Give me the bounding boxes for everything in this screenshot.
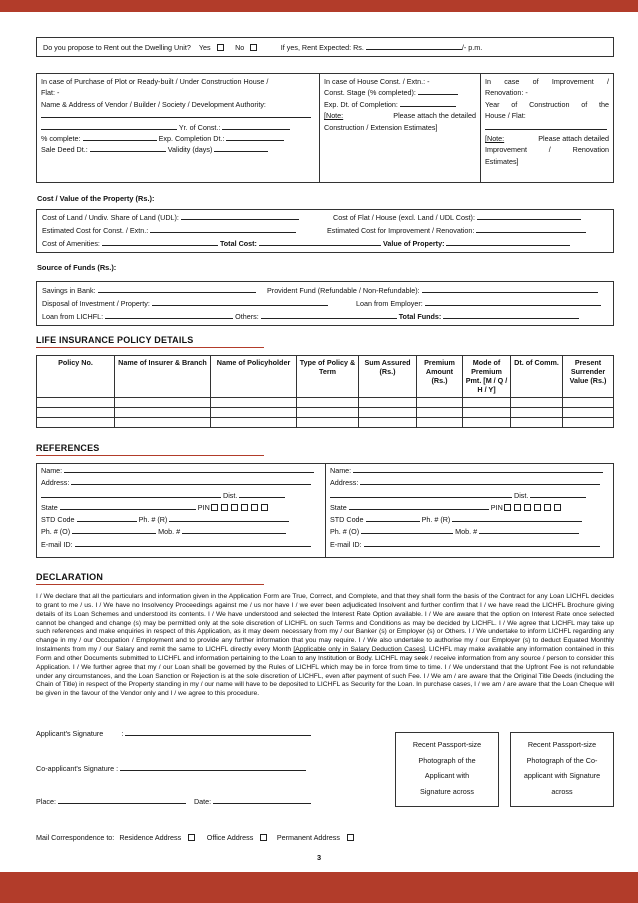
employer-label: Loan from Employer: [356,299,423,308]
mail-office-checkbox[interactable] [260,834,267,841]
validity-field[interactable] [214,145,268,152]
exp-dt-field[interactable] [400,100,456,107]
references-box [36,463,614,558]
ref1-pho-field[interactable] [72,527,156,534]
policy-header: Policy No. [37,356,115,398]
policy-table [36,355,614,428]
improve-note-text-3: Estimates] [485,156,519,166]
ref2-dist-label: Dist. [514,490,529,500]
policy-section-title: LIFE INSURANCE POLICY DETAILS [36,335,194,345]
others-label: Others: [235,312,259,321]
vendor-field-2[interactable] [41,123,177,130]
applicant-photo-box[interactable] [395,732,499,807]
mail-permanent-checkbox[interactable] [347,834,354,841]
vendor-field-1[interactable] [41,111,311,118]
co-applicant-photo-box[interactable] [510,732,614,807]
purchase-column [37,74,320,182]
ref1-pin-digit[interactable] [261,504,268,511]
pct-complete-field[interactable] [83,134,157,141]
employer-field[interactable] [425,299,601,306]
rent-box [36,37,614,57]
page-number: 3 [316,853,322,862]
ref1-phr-field[interactable] [169,515,289,522]
photo-caption: Signature across [420,786,474,796]
ref2-std-field[interactable] [366,515,420,522]
policy-header: Dt. of Comm. [511,356,563,398]
place-field[interactable] [58,797,186,804]
ref2-pin-digit[interactable] [504,504,511,511]
cost-improve-field[interactable] [476,226,586,233]
policy-header: Mode of Premium Pmt. [M / Q / H / Y] [463,356,511,398]
const-stage-field[interactable] [418,88,458,95]
policy-row [37,418,614,428]
rent-question: Do you propose to Rent out the Dwelling Unit? [43,43,191,52]
policy-header: Present Surrender Value (Rs.) [563,356,614,398]
disposal-label: Disposal of Investment / Property: [42,299,150,308]
funds-box [36,281,614,326]
ref2-name-label: Name: [330,466,352,475]
mail-permanent-label: Permanent Address [276,833,340,842]
lichfl-loan-label: Loan from LICHFL: [42,312,104,321]
rent-yes-label: Yes [198,43,211,52]
co-applicant-signature-field[interactable] [120,764,306,771]
place-label: Place: [36,797,56,806]
house-flat-label: House / Flat: [485,111,526,121]
ref1-state-field[interactable] [60,503,196,510]
construction-column [320,74,481,182]
ref2-pho-label: Ph. # (O) [330,527,360,537]
policy-header: Type of Policy & Term [297,356,359,398]
total-funds-field[interactable] [443,312,579,319]
references-section-title: REFERENCES [36,443,100,453]
ref2-address-field[interactable] [360,478,600,485]
cost-flat-field[interactable] [477,213,581,220]
ref2-address-label: Address: [330,478,359,488]
year-construction-label: Year of Construction of the [485,99,609,109]
policy-header: Name of Insurer & Branch [115,356,211,398]
mail-correspondence-label: Mail Correspondence to: [36,833,115,842]
rent-expected-label: If yes, Rent Expected: Rs. [280,43,364,52]
ref2-state-field[interactable] [349,503,489,510]
policy-header: Premium Amount (Rs.) [417,356,463,398]
savings-label: Savings in Bank: [42,286,96,295]
improve-note-label: [Note: [485,134,505,144]
references-title-rule [36,455,264,456]
purchase-flat-label: Flat: - [41,88,60,98]
ref1-phr-label: Ph. # (R) [138,515,168,525]
top-accent-bar [0,0,638,12]
declaration-title-rule [36,584,264,585]
cost-land-field[interactable] [181,213,299,220]
reference-1 [37,464,326,557]
construction-heading: In case of House Const. / Extn.: - [324,77,430,86]
vendor-label: Name & Address of Vendor / Builder / Society / Development Authority: [41,99,266,109]
ref1-pin-digit[interactable] [251,504,258,511]
mail-office-label: Office Address [206,833,254,842]
cost-box: Cost of Land / Undiv. Share of Land (UDL): Cost of Flat / House (excl. Land / UDL Cost): Estimated Cost for Const. / Extn.: Estimated Cost for Improvement / Renovation: Cost of Amenities: Total Cost: Value of Property: [36,209,614,253]
improvement-heading: In case of Improvement / [485,77,609,86]
applicant-signature-field[interactable] [125,729,311,736]
const-stage-label: Const. Stage (% completed): [324,88,416,98]
declaration-text-part-2: . LICHFL may make available any information contained in this Form and other Documents submitted to LICHFL and information pertaining to the Loan to any Institution or Body. LICHFL may seek / receive information from any source / person to consider this Application. I / We further agree that my / our Loan shall be governed by the Rules of LICHFL which may be in force from time to time. I / We understand that the Upfront Fee is not refundable under any circumstances, and the Loan Sanction or Rejection is at the sole discretion of LICHFL, even after payment of such Fee. I / We am / are aware that the Original Title Deeds (including the Chain of Title) in respect of the Property standing in my / our name will have to be deposited to LICHFL as Security for the Loan. In purchase cases, I / we am / are aware that the Loan Cheque will be given in the favour of the Vendor only and I / we agree to this procedure. [36,646,614,698]
ref2-state-label: State [330,502,347,512]
ref2-email-field[interactable] [364,540,600,547]
exp-completion-label: Exp. Completion Dt.: [158,134,225,144]
property-type-box [36,73,614,183]
cost-amenities-field[interactable] [102,239,218,246]
const-note-text: Please attach the detailed [393,111,476,121]
pf-field[interactable] [422,286,598,293]
ref2-name-field[interactable] [353,466,603,473]
date-field[interactable] [213,797,311,804]
photo-caption: Photograph of the Co- [526,755,598,765]
improvement-column [481,74,613,182]
declaration-text-part-1: I / We declare that all the particulars and information given in the Application Form are True, Correct, and Complete, and that they shall form the basis of the Contract for any Loan LICHFL decides to grant to me / us. I / We have no Insolvency Proceedings against me / us nor have I / we ever been adjudicated Insolvent and further confirm that I / we have read the LICHFL Brochure giving details of its Loan Schemes and understood its contents. I / We have understood and selected the Interest Rate Option available. I / We are aware that the option on Interest Rate once selected cannot be changed and change (s) may be permitted only at the sole discretion of LICHFL on such Terms and Conditions as may be decided by LICHFL. I / We agree that LICHFL may take up such references and make enquiries in respect of this Application, as it may deem necessary from my / our Banker (s) or Employer (s) or Others. I / We undertake to inform LICHFL regarding any change in my / our Occupation / Employment and to provide any further information that you may require. I / We also undertake to authorise my / our Employer (s) to deduct Equated Monthly Instalments from my / our Salary and remit the same to LICHFL directly every Month [36,593,614,654]
const-note-label: [Note: [324,111,344,121]
bottom-accent-bar [0,872,638,903]
cost-improve-label: Estimated Cost for Improvement / Renovation: [327,226,475,235]
photo-caption: Recent Passport-size [527,740,597,749]
photo-caption: Photograph of the [418,755,476,765]
ref1-name-field[interactable] [64,466,314,473]
date-label: Date: [193,797,212,806]
ref1-std-label: STD Code [41,515,75,525]
ref1-pin-digit[interactable] [221,504,228,511]
ref2-phr-field[interactable] [452,515,582,522]
ref1-pin-digit[interactable] [231,504,238,511]
ref1-address-field-2[interactable] [41,491,221,498]
ref1-std-field[interactable] [77,515,137,522]
ref2-mob-field[interactable] [479,527,579,534]
cost-const-field[interactable] [150,226,296,233]
policy-title-rule [36,347,264,348]
declaration-text [36,593,614,699]
ref1-address-label: Address: [41,478,70,488]
applicant-signature-colon: : [121,729,124,738]
reference-2 [326,464,613,557]
ref1-pho-label: Ph. # (O) [41,527,71,537]
exp-dt-label: Exp. Dt. of Completion: [324,99,398,109]
ref1-email-field[interactable] [75,540,311,547]
disposal-field[interactable] [152,299,328,306]
pf-label: Provident Fund (Refundable / Non-Refundable): [267,286,420,295]
ref2-pin-digit[interactable] [514,504,521,511]
ref2-pho-field[interactable] [361,527,453,534]
ref2-pin-label: PIN [490,502,503,512]
ref1-mob-label: Mob. # [158,527,181,537]
ref1-dist-label: Dist. [223,490,238,500]
photo-caption: Recent Passport-size [412,740,482,749]
ref2-pin-digit[interactable] [544,504,551,511]
total-funds-label: Total Funds: [398,312,442,321]
others-field[interactable] [261,312,397,319]
ref2-address-field-2[interactable] [330,491,512,498]
ref1-name-label: Name: [41,466,63,475]
renovation-label: Renovation: - [485,88,528,98]
rent-no-label: No [235,43,245,52]
cost-flat-label: Cost of Flat / House (excl. Land / UDL Cost): [333,213,475,222]
cost-land-label: Cost of Land / Undiv. Share of Land (UDL): [42,213,179,222]
const-note-text-2: Construction / Extension Estimates] [324,122,438,132]
ref2-phr-label: Ph. # (R) [421,515,451,525]
exp-completion-field[interactable] [226,134,284,141]
ref2-pin-digit[interactable] [554,504,561,511]
sale-deed-field[interactable] [90,145,166,152]
policy-row [37,398,614,408]
policy-header-row [37,356,614,398]
policy-header: Name of Policyholder [211,356,297,398]
rent-pm-label: /- p.m. [461,43,483,52]
ref1-pin-digit[interactable] [241,504,248,511]
value-property-field[interactable] [446,239,570,246]
pct-complete-label: % complete: [41,134,81,144]
rent-expected-field[interactable] [366,43,462,50]
ref2-std-label: STD Code [330,515,364,525]
photo-caption: applicant with Signature [523,771,601,780]
policy-row [37,408,614,418]
photo-caption: across [551,786,573,796]
savings-field[interactable] [98,286,256,293]
mail-residence-checkbox[interactable] [188,834,195,841]
purchase-heading: In case of Purchase of Plot or Ready-built / Under Construction House / [41,77,269,86]
ref2-mob-label: Mob. # [455,527,478,537]
year-construction-field[interactable] [485,123,607,130]
ref1-state-label: State [41,502,58,512]
sale-deed-label: Sale Deed Dt.: [41,145,88,155]
validity-label: Validity (days) [167,145,213,155]
yr-const-field[interactable] [222,123,290,130]
total-cost-field[interactable] [259,239,381,246]
improve-note-text-2: Improvement / Renovation [485,145,609,155]
ref1-dist-field[interactable] [239,491,285,498]
ref1-email-label: E-mail ID: [41,539,73,549]
total-cost-label: Total Cost [219,239,255,248]
cost-title: Cost / Value of the Property (Rs.): [37,194,155,203]
ref1-pin-label: PIN [197,502,210,512]
rent-yes-checkbox[interactable] [217,44,224,51]
policy-header: Sum Assured (Rs.) [359,356,417,398]
declaration-underlined: [Applicable only in Salary Deduction Cases] [293,646,425,654]
applicant-signature-label: Applicant's Signature [36,729,104,738]
mail-residence-label: Residence Address [119,833,182,842]
declaration-section-title: DECLARATION [36,572,104,582]
ref2-pin-digit[interactable] [524,504,531,511]
cost-const-label: Estimated Cost for Const. / Extn.: [42,226,149,235]
co-applicant-signature-label: Co-applicant's Signature : [36,764,119,773]
ref1-mob-field[interactable] [182,527,286,534]
ref2-dist-field[interactable] [530,491,586,498]
cost-amenities-label: Cost of Amenities: [42,239,100,248]
ref1-pin-digit[interactable] [211,504,218,511]
lichfl-loan-field[interactable] [105,312,233,319]
improve-note-text: Please attach detailed [538,134,609,144]
ref2-email-label: E-mail ID: [330,539,362,549]
ref2-pin-digit[interactable] [534,504,541,511]
ref1-address-field[interactable] [71,478,311,485]
value-property-label: Value of Property [382,239,443,248]
yr-const-label: Yr. of Const.: [178,122,221,132]
rent-no-checkbox[interactable] [250,44,257,51]
photo-caption: Applicant with [424,771,470,780]
funds-title: Source of Funds (Rs.): [37,263,117,272]
